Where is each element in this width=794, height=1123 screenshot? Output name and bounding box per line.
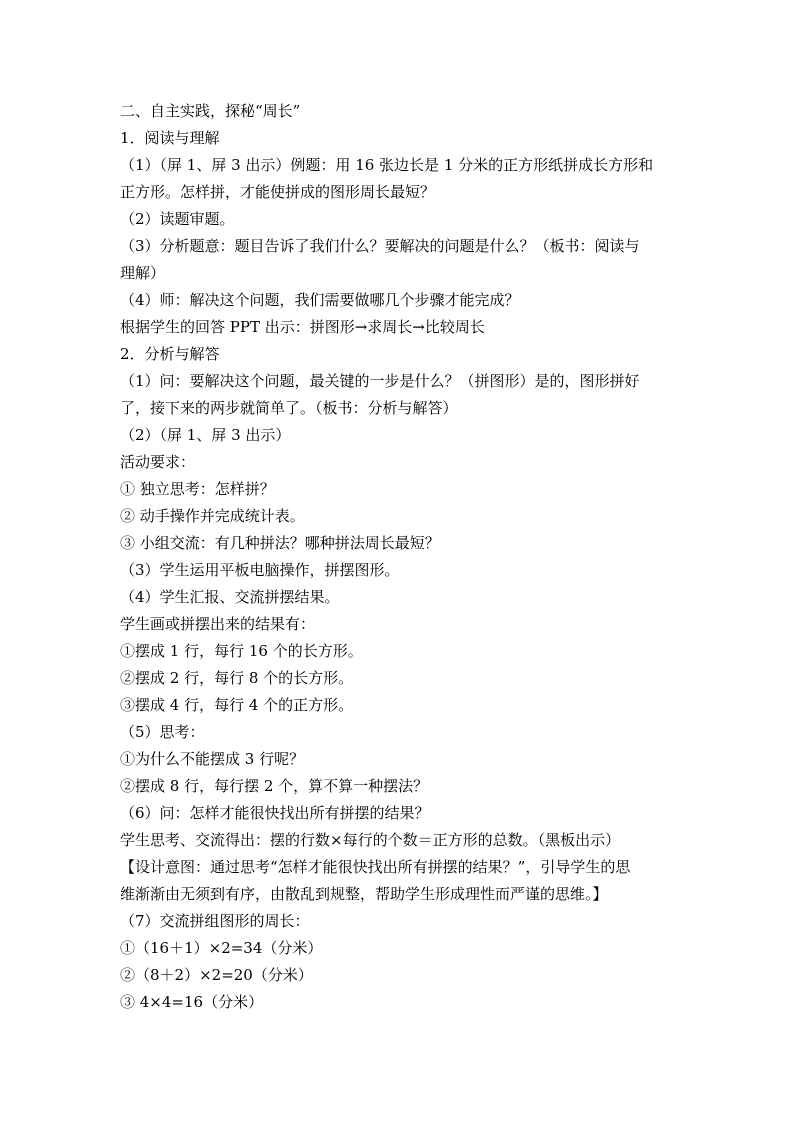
formula-line: ①（16＋1）×2=34（分米）: [120, 939, 323, 957]
section-heading: 二、自主实践，探秘“周长”: [120, 102, 301, 120]
design-intent-note: 【设计意图：通过思考“怎样才能很快找出所有拼摆的结果？”，引导学生的思: [120, 858, 631, 876]
paragraph-line: （6）问：怎样才能很快找出所有拼摆的结果？: [120, 804, 430, 822]
paragraph-line: 理解）: [120, 264, 166, 282]
list-item: ③ 小组交流：有几种拼法？哪种拼法周长最短？: [120, 534, 440, 552]
paragraph-line: 学生思考、交流得出：摆的行数×每行的个数＝正方形的总数。（黑板出示）: [120, 831, 621, 849]
paragraph-line: （1）问：要解决这个问题，最关键的一步是什么？（拼图形）是的，图形拼好: [120, 372, 640, 390]
paragraph-line: 活动要求：: [120, 453, 196, 471]
subsection-heading: 2．分析与解答: [120, 345, 220, 363]
formula-line: ②（8＋2）×2=20（分米）: [120, 966, 313, 984]
paragraph-line: （3）分析题意：题目告诉了我们什么？要解决的问题是什么？（板书：阅读与: [120, 237, 640, 255]
subsection-heading: 1．阅读与理解: [120, 129, 220, 147]
list-item: ② 动手操作并完成统计表。: [120, 507, 305, 525]
list-item: ①为什么不能摆成 3 行呢？: [120, 750, 305, 768]
design-intent-note: 维渐渐由无须到有序，由散乱到规整，帮助学生形成理性而严谨的思维。】: [120, 885, 608, 903]
paragraph-line: 根据学生的回答 PPT 出示：拼图形→求周长→比较周长: [120, 318, 485, 336]
paragraph-line: （3）学生运用平板电脑操作，拼摆图形。: [120, 561, 400, 579]
list-item: ③摆成 4 行，每行 4 个的正方形。: [120, 696, 354, 714]
paragraph-line: （4）师：解决这个问题，我们需要做哪几个步骤才能完成？: [120, 291, 520, 309]
document-body: [120, 98, 680, 1016]
list-item: ②摆成 8 行，每行摆 2 个，算不算一种摆法？: [120, 777, 429, 795]
list-item: ①摆成 1 行，每行 16 个的长方形。: [120, 642, 363, 660]
paragraph-line: （7）交流拼组图形的周长：: [120, 912, 310, 930]
paragraph-line: 学生画或拼摆出来的结果有：: [120, 615, 316, 633]
list-item: ②摆成 2 行，每行 8 个的长方形。: [120, 669, 354, 687]
paragraph-line: （2）（屏 1、屏 3 出示）: [120, 426, 291, 444]
formula-line: ③ 4×4=16（分米）: [120, 993, 264, 1011]
list-item: ① 独立思考：怎样拼？: [120, 480, 275, 498]
paragraph-line: （4）学生汇报、交流拼摆结果。: [120, 588, 340, 606]
paragraph-line: （1）（屏 1、屏 3 出示）例题：用 16 张边长是 1 分米的正方形纸拼成长方形和: [120, 156, 654, 174]
paragraph-line: 正方形。怎样拼，才能使拼成的图形周长最短？: [120, 183, 436, 201]
paragraph-line: （2）读题审题。: [120, 210, 235, 228]
paragraph-line: 了，接下来的两步就简单了。（板书：分析与解答）: [120, 399, 458, 417]
paragraph-line: （5）思考：: [120, 723, 205, 741]
